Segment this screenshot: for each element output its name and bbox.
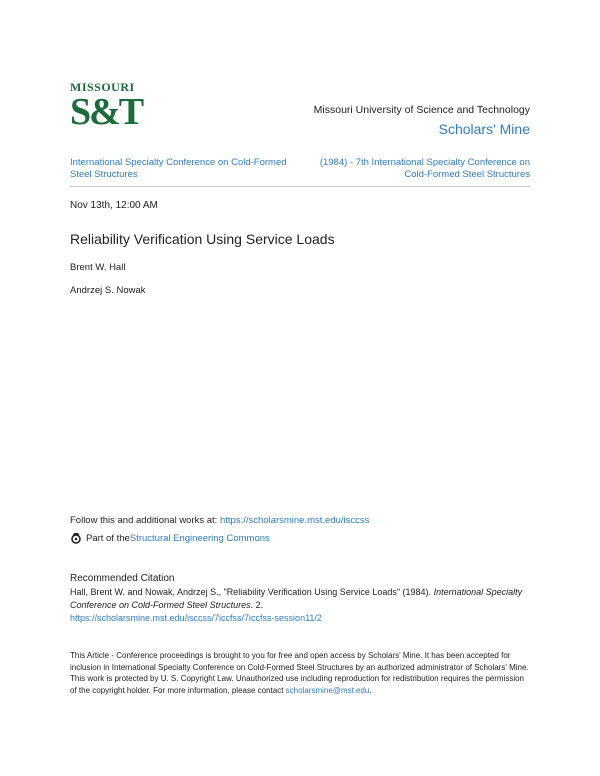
citation-text: Hall, Brent W. and Nowak, Andrzej S., "Reliability Verification Using Service Loads" (1984).: [70, 587, 434, 597]
logo-top-text: MISSOURI: [70, 80, 135, 94]
contact-email-link[interactable]: scholarsmine@mst.edu: [285, 685, 370, 695]
publication-date: Nov 13th, 12:00 AM: [70, 200, 158, 211]
logo-mark: S&T: [70, 91, 143, 133]
open-access-icon: [70, 532, 82, 544]
discipline-link[interactable]: Structural Engineering Commons: [129, 532, 270, 544]
missouri-st-logo: [70, 80, 143, 140]
notice-end: .: [369, 685, 372, 695]
repository-link[interactable]: Scholars' Mine: [438, 121, 530, 137]
notice-text: This Article - Conference proceedings is brought to you for free and open access by Scholars' Mine. It has been accepted for inclusion in International Specialty Conference on Cold-Formed Steel Structures by an authorized administrator of Scholars' Mine. This work is protected by U. S. Copyright Law. Unauthorized use including reproduction for redistribution requires the permission of the copyright holder. For more information, please contact: [70, 651, 529, 695]
citation-url-link[interactable]: https://scholarsmine.mst.edu/isccss/7iccfss/7iccfss-session11/2: [70, 613, 322, 623]
citation-tail: . 2.: [250, 600, 264, 610]
series-link-right[interactable]: (1984) - 7th International Specialty Conference on Cold-Formed Steel Structures: [319, 157, 530, 180]
institution-name: Missouri University of Science and Technology: [313, 104, 530, 116]
citation-heading: Recommended Citation: [70, 573, 175, 584]
series-link-left[interactable]: International Specialty Conference on Cold-Formed Steel Structures: [70, 157, 287, 180]
follow-prefix: Follow this and additional works at:: [70, 515, 220, 526]
access-notice: [70, 650, 530, 696]
citation-body: [70, 586, 530, 625]
part-of-prefix: Part of the: [86, 532, 130, 544]
part-of-line: [70, 532, 270, 544]
paper-title: Reliability Verification Using Service Loads: [70, 231, 335, 247]
divider: [70, 186, 530, 187]
follow-line: [70, 515, 369, 526]
author-name: Andrzej S. Nowak: [70, 285, 146, 296]
citation-venue: International Specialty Conference on Cold-Formed Steel Structures: [70, 587, 523, 610]
author-name: Brent W. Hall: [70, 262, 126, 273]
collection-url-link[interactable]: https://scholarsmine.mst.edu/isccss: [219, 515, 370, 526]
